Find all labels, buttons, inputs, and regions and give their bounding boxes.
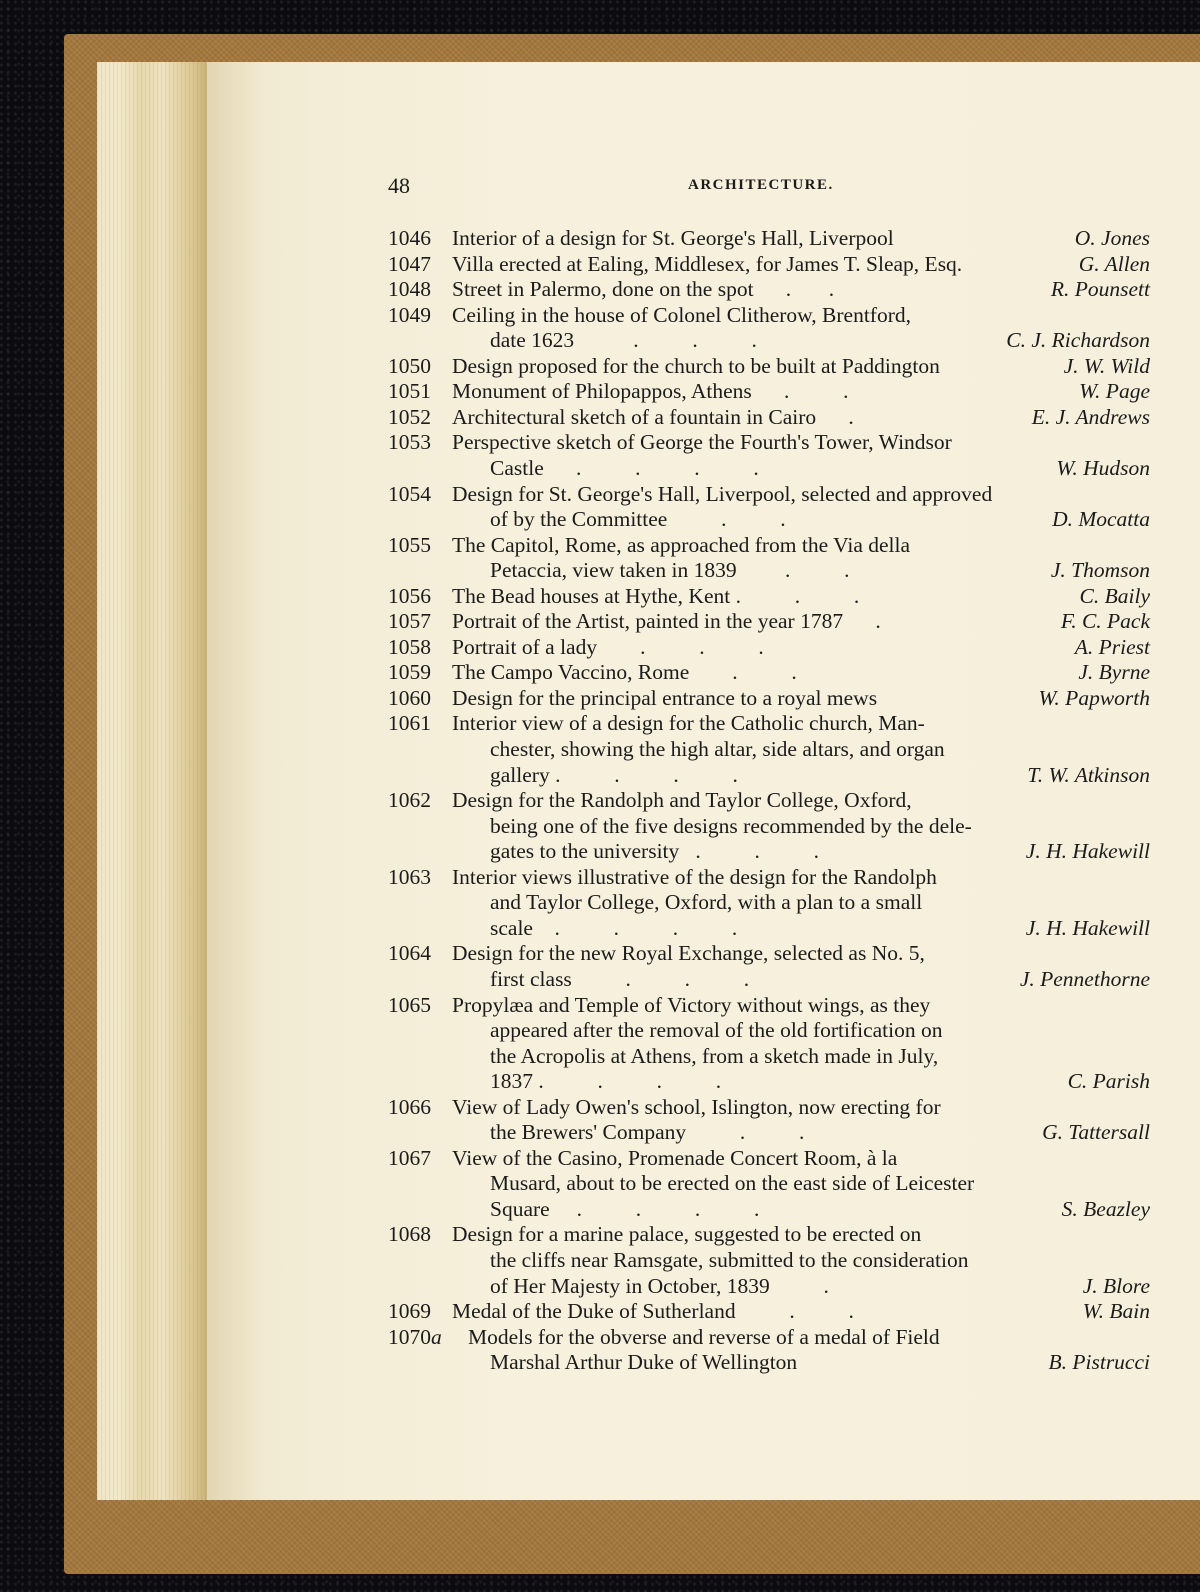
entry-artist: C. J. Richardson (1006, 328, 1150, 353)
entry-artist: C. Baily (1079, 583, 1150, 608)
catalogue-entry (388, 635, 1150, 661)
entry-title-line: being one of the five designs recommended by the dele- (490, 813, 972, 838)
page-edges (97, 62, 207, 1500)
entry-title-line: Marshal Arthur Duke of Wellington (490, 1350, 798, 1375)
entry-title-line: Design for a marine palace, suggested to be erected on (452, 1222, 922, 1247)
page-number: 48 (388, 173, 410, 198)
entry-number: 1046 (388, 226, 431, 250)
entry-artist: J. H. Hakewill (1025, 915, 1150, 940)
catalogue-entry (388, 609, 1150, 635)
catalogue-entry (388, 941, 1150, 992)
catalogue-entry (388, 1299, 1150, 1325)
page-header (388, 173, 858, 203)
entry-artist: W. Papworth (1038, 685, 1150, 710)
entry-number: 1059 (388, 660, 431, 685)
entry-title-line: the cliffs near Ramsgate, submitted to the consideration (490, 1247, 969, 1272)
entry-artist: W. Page (1079, 379, 1150, 404)
entry-title-line: chester, showing the high altar, side altars, and organ (490, 736, 945, 761)
entry-title-line: Square . . . . (490, 1196, 760, 1221)
catalogue-entry (388, 379, 1150, 405)
entry-number: 1055 (388, 532, 431, 557)
entry-number-suffix: a (431, 1324, 442, 1349)
catalogue-entry (388, 1222, 1150, 1299)
entry-number: 1062 (388, 788, 431, 813)
entry-number: 1050 (388, 353, 431, 378)
entry-artist: J. H. Hakewill (1025, 839, 1150, 864)
entry-number: 1065 (388, 992, 431, 1017)
entry-number: 1049 (388, 302, 431, 327)
entry-title-line: Ceiling in the house of Colonel Clitherow, Brentford, (452, 302, 911, 327)
entry-artist: G. Tattersall (1042, 1120, 1150, 1145)
entry-number: 1060 (388, 685, 431, 710)
entry-title-line: Musard, about to be erected on the east side of Leicester (490, 1171, 975, 1196)
entry-title-line: Design for the new Royal Exchange, selected as No. 5, (452, 941, 925, 966)
entry-artist: W. Bain (1082, 1299, 1150, 1324)
entry-title-line: Petaccia, view taken in 1839 . . (490, 558, 850, 583)
entry-number: 1064 (388, 941, 431, 966)
entry-title-line: date 1623 . . . (490, 328, 757, 353)
entry-artist: B. Pistrucci (1048, 1350, 1150, 1375)
catalogue-entry (388, 660, 1150, 686)
catalogue-entry (388, 226, 1150, 252)
entry-title-line: Design for the Randolph and Taylor College, Oxford, (452, 788, 912, 813)
entry-number: 1061 (388, 711, 431, 736)
section-title: ARCHITECTURE. (688, 177, 834, 193)
entry-title-line: Design for St. George's Hall, Liverpool, selected and approved (452, 481, 993, 506)
entry-number: 1053 (388, 430, 431, 455)
entry-artist: J. W. Wild (1063, 353, 1150, 378)
catalogue-entry (388, 993, 1150, 1095)
entry-number: 1068 (388, 1222, 431, 1247)
entry-title-line: Villa erected at Ealing, Middlesex, for James T. Sleap, Esq. (452, 251, 963, 276)
catalogue-entry (388, 430, 1150, 481)
entry-number: 1047 (388, 251, 431, 276)
entry-artist: A. Priest (1074, 634, 1150, 659)
catalogue-entry (388, 1146, 1150, 1223)
entry-artist: O. Jones (1074, 226, 1150, 250)
catalogue-entry (388, 252, 1150, 278)
catalogue-entry (388, 584, 1150, 610)
entry-number: 1052 (388, 404, 431, 429)
entry-artist: C. Parish (1067, 1069, 1150, 1094)
entry-title-line: Interior views illustrative of the design for the Randolph (452, 864, 937, 889)
entry-title-line: gallery . . . . (490, 762, 738, 787)
entry-number: 1070a (388, 1324, 442, 1349)
entry-title-line: of by the Committee . . (490, 507, 786, 532)
entry-title-line: the Brewers' Company . . (490, 1120, 805, 1145)
entry-title-line: and Taylor College, Oxford, with a plan to a small (490, 890, 923, 915)
entry-title-line: scale . . . . (490, 915, 738, 940)
entry-title-line: The Capitol, Rome, as approached from the Via della (452, 532, 911, 557)
entry-title-line: Portrait of the Artist, painted in the year 1787 . (452, 609, 881, 634)
entry-number: 1054 (388, 481, 431, 506)
entry-title-line: Monument of Philopappos, Athens . . (452, 379, 849, 404)
catalogue-entry (388, 277, 1150, 303)
entry-artist: S. Beazley (1061, 1196, 1150, 1221)
entry-title-line: The Bead houses at Hythe, Kent . . . (452, 583, 860, 608)
entry-title-line: 1837 . . . . (490, 1069, 722, 1094)
entry-title-line: Medal of the Duke of Sutherland . . (452, 1299, 854, 1324)
entry-artist: J. Byrne (1078, 660, 1150, 685)
entry-title-line: Design for the principal entrance to a royal mews (452, 685, 878, 710)
entry-artist: G. Allen (1078, 251, 1150, 276)
entry-title-line: Interior view of a design for the Catholic church, Man- (452, 711, 925, 736)
entry-artist: J. Thomson (1050, 558, 1150, 583)
entry-number: 1058 (388, 634, 431, 659)
entry-title-line: the Acropolis at Athens, from a sketch made in July, (490, 1043, 939, 1068)
entry-title-line: The Campo Vaccino, Rome . . (452, 660, 797, 685)
catalogue-entry (388, 865, 1150, 942)
catalogue-entry (388, 354, 1150, 380)
entry-title-line: Architectural sketch of a fountain in Cairo . (452, 404, 854, 429)
catalogue-entry (388, 482, 1150, 533)
entry-title-line: appeared after the removal of the old fortification on (490, 1018, 943, 1043)
catalogue-entry (388, 1095, 1150, 1146)
entry-title-line: Design proposed for the church to be built at Paddington (452, 353, 940, 378)
entry-artist: W. Hudson (1056, 455, 1150, 480)
entry-artist: D. Mocatta (1052, 507, 1150, 532)
entry-number: 1067 (388, 1145, 431, 1170)
entry-title-line: Street in Palermo, done on the spot . . (452, 277, 835, 302)
entry-number: 1048 (388, 277, 431, 302)
entry-title-line: Perspective sketch of George the Fourth's Tower, Windsor (452, 430, 952, 455)
entry-artist: F. C. Pack (1060, 609, 1150, 634)
catalogue-entry (388, 788, 1150, 865)
entry-number: 1056 (388, 583, 431, 608)
entry-artist: J. Blore (1082, 1273, 1150, 1298)
entry-title-line: Models for the obverse and reverse of a medal of Field (468, 1324, 940, 1349)
catalogue-entry (388, 533, 1150, 584)
catalogue-entry (388, 405, 1150, 431)
entry-number: 1063 (388, 864, 431, 889)
entry-number: 1051 (388, 379, 431, 404)
entry-title-line: Castle . . . . (490, 455, 759, 480)
entry-title-line: Propylæa and Temple of Victory without wings, as they (452, 992, 931, 1017)
entry-title-line: View of the Casino, Promenade Concert Room, à la (452, 1145, 898, 1170)
catalogue-entry (388, 686, 1150, 712)
entry-artist: R. Pounsett (1050, 277, 1150, 302)
entry-title-line: of Her Majesty in October, 1839 . (490, 1273, 829, 1298)
catalogue-entry (388, 303, 1150, 354)
entry-title-line: Portrait of a lady . . . (452, 634, 764, 659)
entry-title-line: gates to the university . . . (490, 839, 820, 864)
entry-title-line: View of Lady Owen's school, Islington, now erecting for (452, 1094, 941, 1119)
entry-artist: T. W. Atkinson (1027, 762, 1150, 787)
entry-number: 1057 (388, 609, 431, 634)
entry-number: 1066 (388, 1094, 431, 1119)
entry-title-line: Interior of a design for St. George's Hall, Liverpool (452, 226, 894, 250)
entry-artist: J. Pennethorne (1019, 966, 1150, 991)
entry-title-line: first class . . . (490, 966, 750, 991)
entry-artist: E. J. Andrews (1031, 404, 1150, 429)
catalogue-entry (388, 1325, 1150, 1376)
entry-number: 1069 (388, 1299, 431, 1324)
catalogue-entry (388, 711, 1150, 788)
